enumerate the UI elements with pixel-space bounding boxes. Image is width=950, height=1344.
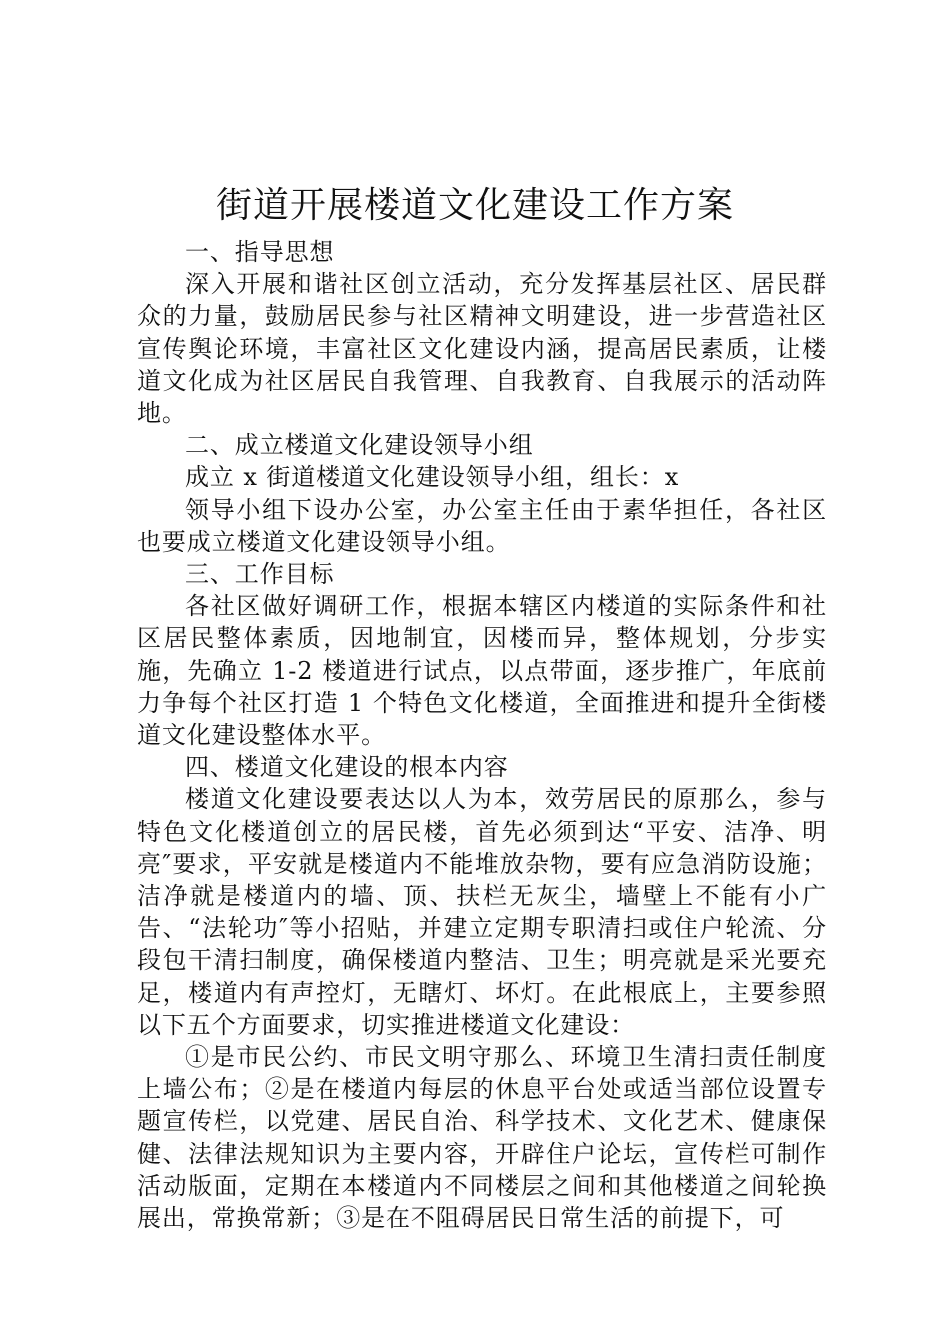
paragraph-work-goals: 各社区做好调研工作，根据本辖区内楼道的实际条件和社区居民整体素质，因地制宜，因楼而异，整体规划，分步实施，先确立 1-2 楼道进行试点，以点带面，逐步推广，年底前力争每个社区打造 1 个特色文化楼道，全面推进和提升全街楼道文化建设整体水平。 bbox=[137, 592, 827, 750]
document-body bbox=[137, 236, 827, 1234]
section-heading-leadership-group: 二、成立楼道文化建设领导小组 bbox=[185, 431, 534, 460]
paragraph-guiding-thought: 深入开展和谐社区创立活动，充分发挥基层社区、居民群众的力量，鼓励居民参与社区精神文明建设，进一步营造社区宣传舆论环境，丰富社区文化建设内涵，提高居民素质，让楼道文化成为社区居民自我管理、自我教育、自我展示的活动阵地。 bbox=[137, 270, 827, 428]
document-title: 街道开展楼道文化建设工作方案 bbox=[215, 185, 734, 226]
section-heading-work-goals: 三、工作目标 bbox=[185, 560, 335, 589]
paragraph-group-leader: 成立 x 街道楼道文化建设领导小组，组长：x bbox=[185, 463, 680, 492]
section-heading-basic-content: 四、楼道文化建设的根本内容 bbox=[185, 753, 509, 782]
paragraph-basic-content: 楼道文化建设要表达以人为本，效劳居民的原那么，参与特色文化楼道创立的居民楼，首先必须到达“平安、洁净、明亮″要求，平安就是楼道内不能堆放杂物，要有应急消防设施；洁净就是楼道内的墙、顶、扶栏无灰尘，墙壁上不能有小广告、“法轮功″等小招贴，并建立定期专职清扫或住户轮流、分段包干清扫制度，确保楼道内整洁、卫生；明亮就是采光要充足，楼道内有声控灯，无瞎灯、坏灯。在此根底上，主要参照以下五个方面要求，切实推进楼道文化建设： bbox=[137, 785, 827, 1039]
paragraph-five-requirements: ①是市民公约、市民文明守那么、环境卫生清扫责任制度上墙公布；②是在楼道内每层的休息平台处或适当部位设置专题宣传栏，以党建、居民自治、科学技术、文化艺术、健康保健、法律法规知识为主要内容，开辟住户论坛，宣传栏可制作活动版面，定期在本楼道内不同楼层之间和其他楼道之间轮换展出，常换常新；③是在不阻碍居民日常生活的前提下，可 bbox=[137, 1043, 827, 1233]
paragraph-group-office: 领导小组下设办公室，办公室主任由于素华担任，各社区也要成立楼道文化建设领导小组。 bbox=[137, 495, 827, 556]
section-heading-guiding-thought: 一、指导思想 bbox=[185, 238, 335, 266]
